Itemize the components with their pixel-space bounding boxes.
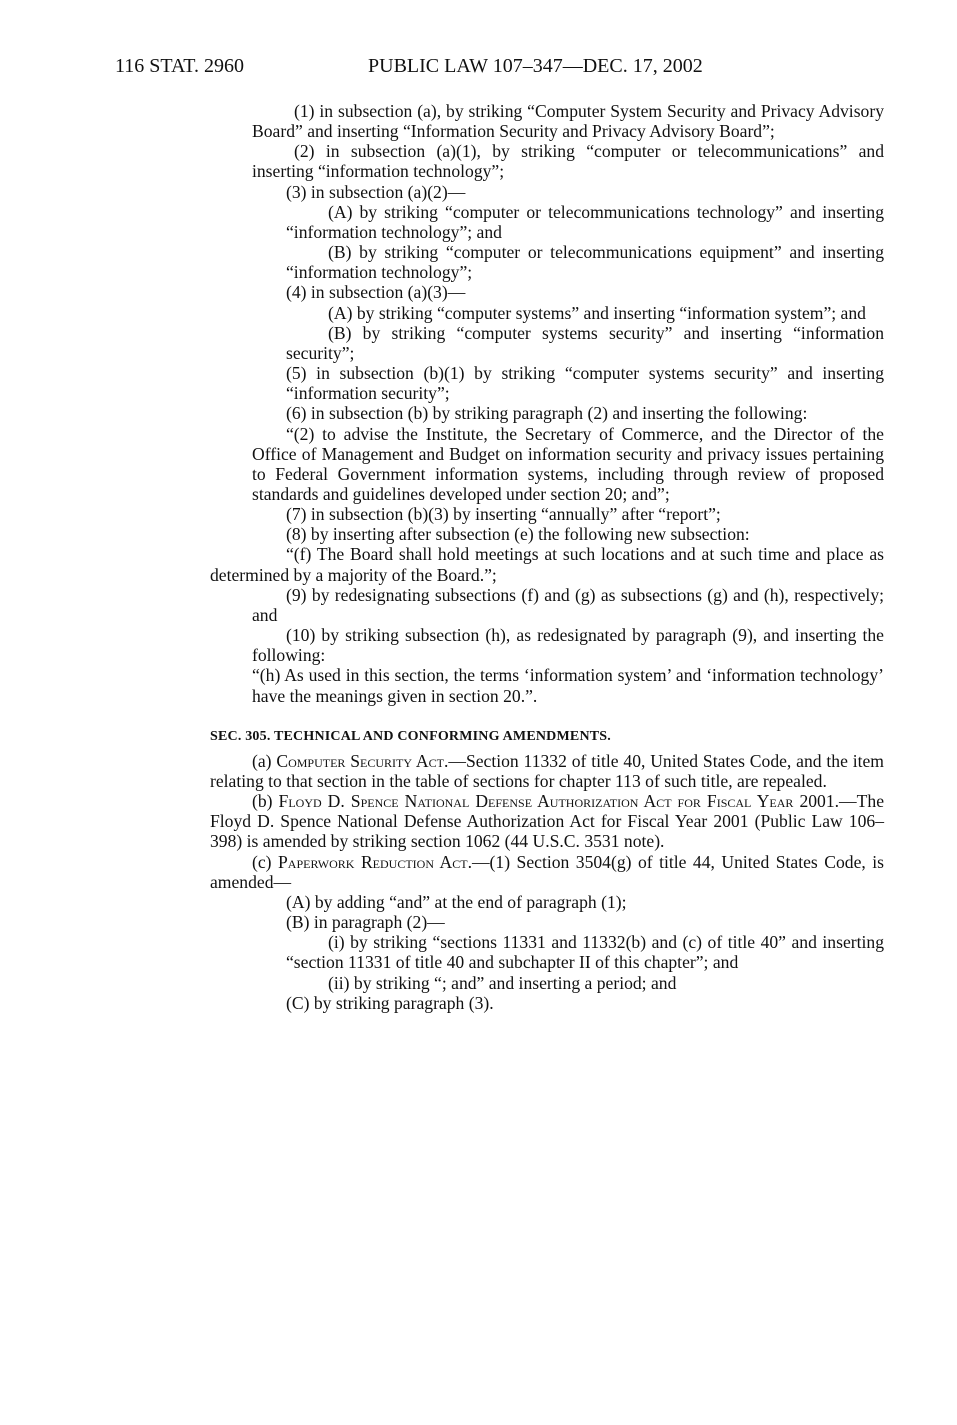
running-header: PUBLIC LAW 107–347—DEC. 17, 2002 xyxy=(368,55,703,77)
paragraph-2: (2) in subsection (a)(1), by striking “computer or telecommunications” and inserting “information technology”; xyxy=(252,141,884,182)
paragraph-3b: (B) by striking “computer or telecommunications equipment” and inserting “information technology”; xyxy=(286,242,884,283)
paragraph-7: (7) in subsection (b)(3) by inserting “annually” after “report”; xyxy=(286,504,721,525)
paragraph-1: (1) in subsection (a), by striking “Computer System Security and Privacy Advisory Board” and inserting “Information Security and Privacy Advisory Board”; xyxy=(252,101,884,142)
document-body xyxy=(210,101,885,1013)
subsection-c-item-B: (B) in paragraph (2)— xyxy=(286,912,445,933)
paragraph-4b: (B) by striking “computer systems security” and inserting “information security”; xyxy=(286,322,884,363)
subsection-a-title: Computer Security Act xyxy=(276,750,444,771)
subsection-a xyxy=(210,751,884,791)
paragraph-3a: (A) by striking “computer or telecommunications technology” and inserting “information technology”; and xyxy=(286,201,884,242)
subsection-b-text: .—The Floyd D. Spence National Defense Authorization Act for Fiscal Year 2001 (Public Law 106–398) is amended by striking section 1062 (44 U.S.C. 3531 note). xyxy=(210,791,885,852)
subsection-c-item-i: (i) by striking “sections 11331 and 11332(b) and (c) of title 40” and inserting “section 11331 of title 40 and subchapter II of this chapter”; and xyxy=(286,932,884,973)
subsection-a-label: (a) xyxy=(252,750,277,771)
subsection-a-text: .—Section 11332 of title 40, United States Code, and the item relating to that section in the table of sections for chapter 113 of such title, are repealed. xyxy=(210,750,884,791)
paragraph-4a: (A) by striking “computer systems” and inserting “information system”; and xyxy=(328,302,866,323)
quoted-paragraph-2: “(2) to advise the Institute, the Secretary of Commerce, and the Director of the Office of Management and Budget on information security and privacy issues pertaining to Federal Government information systems, including through review of proposed standards and guidelines developed under section 20; and”; xyxy=(252,423,884,504)
subsection-b-title: Floyd D. Spence National Defense Authorization Act for Fiscal Year 2001 xyxy=(278,791,835,812)
paragraph-4: (4) in subsection (a)(3)— xyxy=(286,282,466,303)
paragraph-8: (8) by inserting after subsection (e) the following new subsection: xyxy=(286,524,750,545)
subsection-b-label: (b) xyxy=(252,791,279,812)
subsection-c-item-ii: (ii) by striking “; and” and inserting a period; and xyxy=(328,972,677,993)
subsection-c-text: .—(1) Section 3504(g) of title 44, United States Code, is amended— xyxy=(210,851,885,892)
paragraph-3: (3) in subsection (a)(2)— xyxy=(286,181,466,202)
paragraph-10: (10) by striking subsection (h), as redesignated by paragraph (9), and inserting the following: xyxy=(252,625,884,666)
paragraph-5: (5) in subsection (b)(1) by striking “computer systems security” and inserting “information security”; xyxy=(286,363,884,404)
stat-page-number: 116 STAT. 2960 xyxy=(115,55,244,77)
subsection-c-label: (c) xyxy=(252,851,279,872)
section-heading: SEC. 305. TECHNICAL AND CONFORMING AMENDMENTS. xyxy=(210,728,611,744)
subsection-c xyxy=(210,852,884,892)
subsection-c-item-A: (A) by adding “and” at the end of paragraph (1); xyxy=(286,891,627,912)
subsection-c-item-C: (C) by striking paragraph (3). xyxy=(286,992,494,1013)
paragraph-9: (9) by redesignating subsections (f) and (g) as subsections (g) and (h), respectively; and xyxy=(252,584,884,625)
subsection-c-title: Paperwork Reduction Act xyxy=(278,851,468,872)
subsection-b xyxy=(210,791,884,851)
quoted-subsection-h: “(h) As used in this section, the terms ‘information system’ and ‘information technology’ have the meanings given in section 20.”. xyxy=(252,665,884,706)
quoted-subsection-f: “(f) The Board shall hold meetings at such locations and at such time and place as determined by a majority of the Board.”; xyxy=(210,544,884,585)
paragraph-6: (6) in subsection (b) by striking paragraph (2) and inserting the following: xyxy=(286,403,808,424)
